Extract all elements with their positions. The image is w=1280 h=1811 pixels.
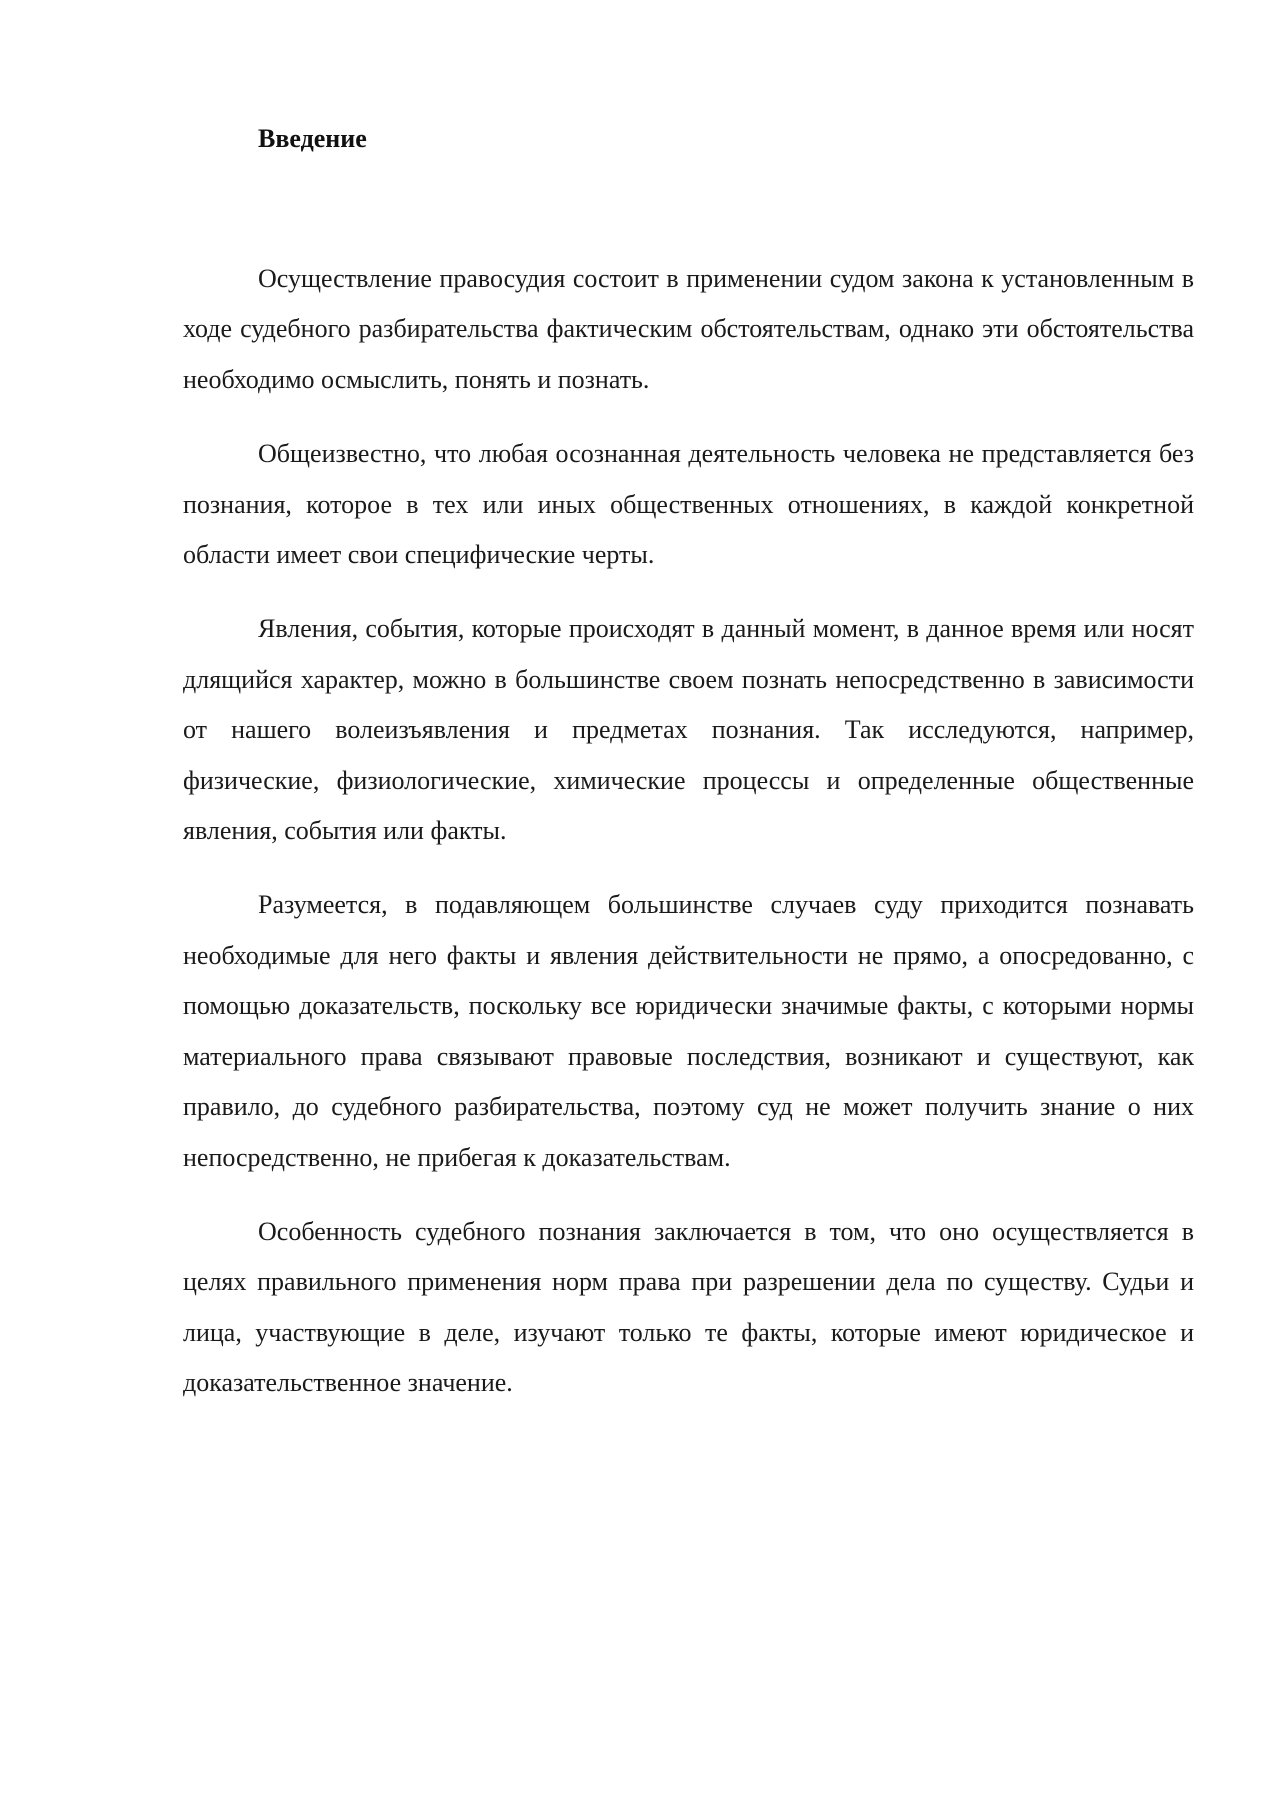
paragraph: Общеизвестно, что любая осознанная деятельность человека не представляется без познания, которое в тех или иных общественных отношениях, в каждой конкретной области имеет свои специфические черты.	[183, 439, 1194, 570]
body-text	[183, 254, 1194, 1433]
paragraph: Осуществление правосудия состоит в применении судом закона к установленным в ходе судебного разбирательства фактическим обстоятельствам, однако эти обстоятельства необходимо осмыслить, понять и познать.	[183, 264, 1194, 394]
paragraph: Особенность судебного познания заключается в том, что оно осуществляется в целях правильного применения норм права при разрешении дела по существу. Судьи и лица, участвующие в деле, изучают только те факты, которые имеют юридическое и доказательственное значение.	[183, 1216, 1194, 1398]
section-heading: Введение	[258, 124, 367, 153]
paragraph: Разумеется, в подавляющем большинстве случаев суду приходится познавать необходимые для него факты и явления действительности не прямо, а опосредованно, с помощью доказательств, поскольку все юридически значимые факты, с которыми нормы материального права связывают правовые последствия, возникают и существуют, как правило, до судебного разбирательства, поэтому суд не может получить знание о них непосредственно, не прибегая к доказательствам.	[183, 890, 1194, 1172]
paragraph: Явления, события, которые происходят в данный момент, в данное время или носят длящийся характер, можно в большинстве своем познать непосредственно в зависимости от нашего волеизъявления и предметах познания. Так исследуются, например, физические, физиологические, химические процессы и определенные общественные явления, события или факты.	[183, 614, 1194, 846]
